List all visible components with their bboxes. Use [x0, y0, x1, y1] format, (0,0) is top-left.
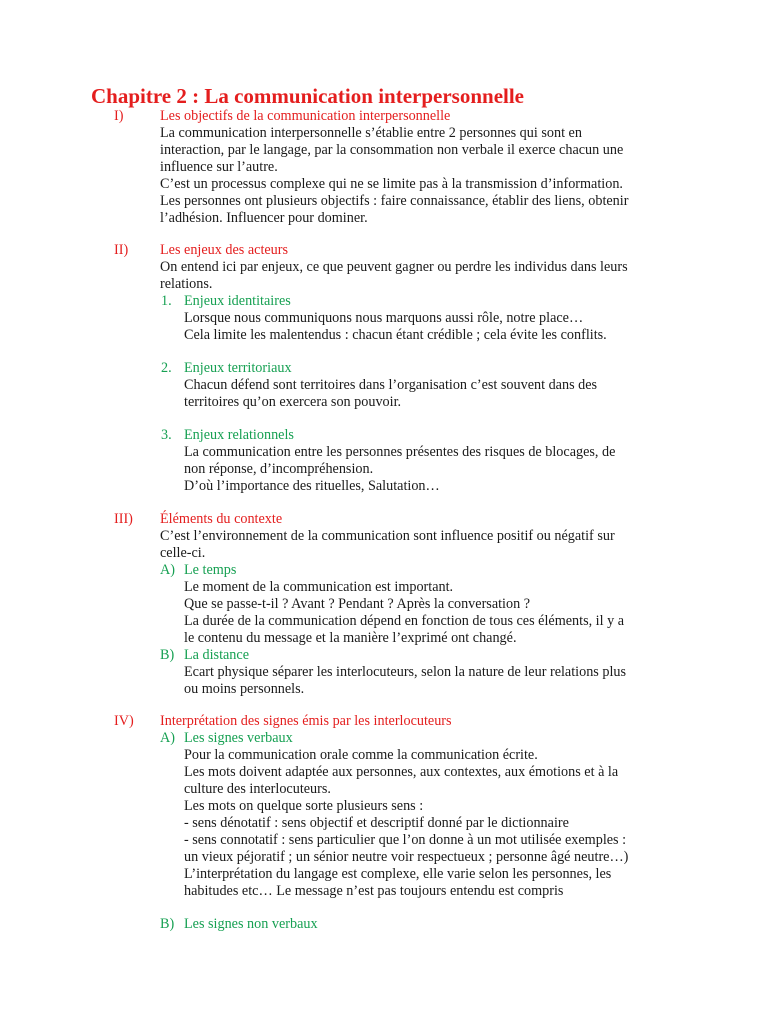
paragraph-line: Les mots on quelque sorte plusieurs sens :: [184, 798, 424, 814]
paragraph-line: La communication interpersonnelle s’établie entre 2 personnes qui sont en: [160, 125, 582, 141]
paragraph-line: un vieux péjoratif ; un sénior neutre voir respectueux ; personne âgé neutre…): [184, 849, 629, 865]
subsection-number: 3.: [161, 427, 172, 443]
subsection-heading: Le temps: [184, 562, 237, 578]
chapter-title: Chapitre 2 : La communication interpersonnelle: [91, 84, 525, 108]
subsection-number: 2.: [161, 360, 172, 376]
paragraph-line: territoires qu’on exercera son pouvoir.: [184, 394, 402, 410]
paragraph-line: - sens connotatif : sens particulier que l’on donne à un mot utilisée exemples :: [184, 832, 627, 848]
paragraph-line: La communication entre les personnes présentes des risques de blocages, de: [184, 444, 616, 460]
section-heading: Les enjeux des acteurs: [160, 242, 289, 258]
paragraph-line: l’adhésion. Influencer pour dominer.: [160, 210, 368, 226]
paragraph-line: Que se passe-t-il ? Avant ? Pendant ? Après la conversation ?: [184, 596, 531, 612]
paragraph-line: non réponse, d’incompréhension.: [184, 461, 374, 477]
paragraph-line: C’est un processus complexe qui ne se limite pas à la transmission d’information.: [160, 176, 623, 192]
subsection-heading: La distance: [184, 647, 249, 663]
paragraph-line: On entend ici par enjeux, ce que peuvent gagner ou perdre les individus dans leurs: [160, 259, 628, 275]
section-heading: Éléments du contexte: [160, 511, 283, 527]
section-number: III): [114, 511, 133, 527]
paragraph-line: Lorsque nous communiquons nous marquons aussi rôle, notre place…: [184, 310, 584, 326]
subsection-number: A): [160, 562, 175, 578]
subsection-heading: Les signes verbaux: [184, 730, 293, 746]
paragraph-line: Chacun défend sont territoires dans l’organisation c’est souvent dans des: [184, 377, 598, 393]
paragraph-line: influence sur l’autre.: [160, 159, 278, 175]
section-heading: Interprétation des signes émis par les interlocuteurs: [160, 713, 452, 729]
subsection-heading: Enjeux territoriaux: [184, 360, 292, 376]
paragraph-line: celle-ci.: [160, 545, 206, 561]
section-number: IV): [114, 713, 134, 729]
paragraph-line: Cela limite les malentendus : chacun étant crédible ; cela évite les conflits.: [184, 327, 607, 343]
paragraph-line: relations.: [160, 276, 213, 292]
paragraph-line: interaction, par le langage, par la consommation non verbale il exerce chacun une: [160, 142, 624, 158]
subsection-number: 1.: [161, 293, 172, 309]
section-number: II): [114, 242, 129, 258]
section-number: I): [114, 108, 124, 124]
paragraph-line: - sens dénotatif : sens objectif et descriptif donné par le dictionnaire: [184, 815, 569, 831]
subsection-number: B): [160, 647, 175, 663]
paragraph-line: culture des interlocuteurs.: [184, 781, 331, 797]
paragraph-line: C’est l’environnement de la communication sont influence positif ou négatif sur: [160, 528, 615, 544]
paragraph-line: Pour la communication orale comme la communication écrite.: [184, 747, 538, 763]
subsection-heading: Enjeux identitaires: [184, 293, 291, 309]
paragraph-line: Les mots doivent adaptée aux personnes, aux contextes, aux émotions et à la: [184, 764, 619, 780]
paragraph-line: Le moment de la communication est important.: [184, 579, 454, 595]
paragraph-line: Les personnes ont plusieurs objectifs : faire connaissance, établir des liens, obtenir: [160, 193, 629, 209]
subsection-number: A): [160, 730, 175, 746]
paragraph-line: habitudes etc… Le message n’est pas toujours entendu est compris: [184, 883, 564, 899]
paragraph-line: Ecart physique séparer les interlocuteurs, selon la nature de leur relations plus: [184, 664, 627, 680]
subsection-heading: Les signes non verbaux: [184, 916, 318, 932]
paragraph-line: L’interprétation du langage est complexe, elle varie selon les personnes, les: [184, 866, 612, 882]
paragraph-line: le contenu du message et la manière l’exprimé ont changé.: [184, 630, 517, 646]
section-heading: Les objectifs de la communication interpersonnelle: [160, 108, 451, 124]
subsection-heading: Enjeux relationnels: [184, 427, 294, 443]
paragraph-line: La durée de la communication dépend en fonction de tous ces éléments, il y a: [184, 613, 625, 629]
paragraph-line: D’où l’importance des rituelles, Salutation…: [184, 478, 440, 494]
paragraph-line: ou moins personnels.: [184, 681, 305, 697]
subsection-number: B): [160, 916, 175, 932]
